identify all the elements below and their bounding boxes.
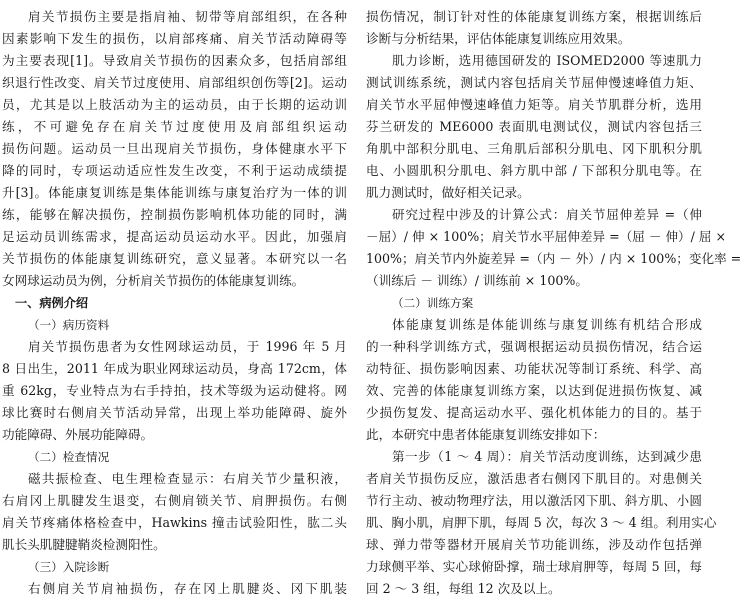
subsection-heading: （二）检查情况 [28, 450, 110, 464]
text-line: 损伤问题。运动员一旦出现肩关节损伤，身体健康水平下 [2, 141, 347, 156]
text-line: 肩关节水平屈伸慢速峰值力矩等。肩关节肌群分析，选用 [366, 97, 702, 112]
text-line: 重 62kg，专业特点为右手持拍，技术等级为运动健将。网 [2, 383, 347, 398]
text-line: 球比赛时右侧肩关节活动异常，出现上举功能障碍、旋外 [2, 405, 347, 420]
text-line: 肌、胸小肌，肩胛下肌，每周 5 次，每次 3 ～ 4 组。利用实心 [366, 515, 717, 530]
text-line: 肩关节损伤主要是指肩袖、韧带等肩部组织，在各种 [28, 9, 347, 24]
text-line: 关节损伤的体能康复训练研究，意义显著。本研究以一名 [2, 251, 347, 266]
text-line: 体能康复训练是体能训练与康复训练有机结合形成 [392, 317, 702, 332]
text-line: 效、完善的体能康复训练方案，以达到促进损伤恢复、减 [366, 383, 702, 398]
text-line: 功能障碍、外展功能障碍。 [2, 427, 154, 442]
text-line: 肌力诊断，选用德国研发的 ISOMED2000 等速肌力 [392, 53, 702, 68]
text-line: 女网球运动员为例，分析肩关节损伤的体能康复训练。 [2, 273, 305, 288]
text-line: 织退行性改变、肩关节过度使用、肩部组织创伤等[2]。运动 [2, 75, 347, 90]
text-line: 回 2 ～ 3 组，每组 12 次及以上。 [366, 581, 561, 596]
subsection-heading: （三）入院诊断 [28, 560, 110, 574]
text-line: 右侧肩关节肩袖损伤，存在冈上肌腱炎、冈下肌装 [28, 581, 347, 596]
text-line: 足运动员训练需求，提高运动员运动水平。因此，加强肩 [2, 229, 347, 244]
subsection-heading: （二）训练方案 [392, 296, 474, 310]
text-line: 肌力测试时，做好相关记录。 [366, 185, 530, 200]
text-line: 动特征、损伤影响因素、功能状况等制订系统、科学、高 [366, 361, 702, 376]
section-heading: 一、病例介绍 [15, 296, 89, 310]
text-line: 肩关节损伤患者为女性网球运动员，于 1996 年 5 月 [28, 339, 347, 354]
text-line: 力球侧平举、实心球俯卧撑，瑞士球肩胛等，每周 5 回，每 [366, 559, 702, 574]
text-line: 升[3]。体能康复训练是集体能训练与康复治疗为一体的训 [2, 185, 347, 200]
text-line: 少损伤复发、提高运动水平、强化机体能力的目的。基于 [366, 405, 702, 420]
text-line: 球、弹力带等器材开展肩关节功能训练，涉及动作包括弹 [366, 537, 702, 552]
text-line: 研究过程中涉及的计算公式：肩关节屈伸差异 =（伸 [392, 207, 702, 222]
text-line: －屈）/ 伸 × 100%；肩关节水平屈伸差异 =（屈 － 伸）/ 屈 × [366, 229, 727, 244]
text-line: 角肌中部积分肌电、三角肌后部积分肌电、冈下肌积分肌 [366, 141, 702, 156]
text-line: 肩关节疼痛体格检查中，Hawkins 撞击试验阳性，肱二头 [2, 515, 347, 530]
text-line: 8 日出生，2011 年成为职业网球运动员，身高 172cm，体 [2, 361, 347, 376]
text-line: 练，能够在解决损伤，控制损伤影响机体功能的同时，满 [2, 207, 347, 222]
text-line: 员，尤其是以上肢活动为主的运动员，由于长期的运动训 [2, 97, 347, 112]
text-line: 芬兰研发的 ME6000 表面肌电测试仪，测试内容包括三 [366, 119, 702, 134]
text-line: 诊断与分析结果，评估体能康复训练应用效果。 [366, 31, 631, 46]
text-line: 的一种科学训练方式，强调根据运动员损伤情况，结合运 [366, 339, 702, 354]
subsection-heading: （一）病历资料 [28, 318, 110, 332]
text-line: 肌长头肌腱腱鞘炎检测阳性。 [2, 537, 166, 552]
text-line: 此，本研究中患者体能康复训练安排如下： [366, 427, 606, 442]
text-line: 电、小圆肌积分肌电、斜方肌中部 / 下部积分肌电等。在 [366, 163, 702, 178]
text-line: 者肩关节损伤反应，激活患者右侧冈下肌目的。对患侧关 [366, 471, 702, 486]
text-line: 降的同时，专项运动适应性发生改变，不利于运动成绩提 [2, 163, 347, 178]
right-column [366, 6, 741, 600]
text-line: 练，不可避免存在肩关节过度使用及肩部组织运动 [2, 119, 347, 134]
text-line: 损伤情况，制订针对性的体能康复训练方案，根据训练后 [366, 9, 702, 24]
text-line: 为主要表现[1]。导致肩关节损伤的因素众多，包括肩部组 [2, 53, 347, 68]
text-line: 磁共振检查、电生理检查显示：右肩关节少量积液， [28, 471, 347, 486]
text-line: 第一步（1 ～ 4 周）：肩关节活动度训练，达到减少患 [392, 449, 702, 464]
text-line: 右肩冈上肌腱发生退变，右侧肩锁关节、肩胛损伤。右侧 [2, 493, 347, 508]
left-column [2, 6, 347, 596]
text-line: 节行主动、被动物理疗法，用以激活冈下肌、斜方肌、小圆 [366, 493, 702, 508]
text-line: 100%；肩关节内外旋差异 =（内 － 外）/ 内 × 100%；变化率 = [366, 251, 741, 266]
text-line: （训练后 － 训练）/ 训练前 × 100%。 [366, 273, 588, 288]
text-line: 因素影响下发生的损伤，以肩部疼痛、肩关节活动障碍等 [2, 31, 347, 46]
text-line: 测试训练系统，测试内容包括肩关节屈伸慢速峰值力矩、 [366, 75, 702, 90]
